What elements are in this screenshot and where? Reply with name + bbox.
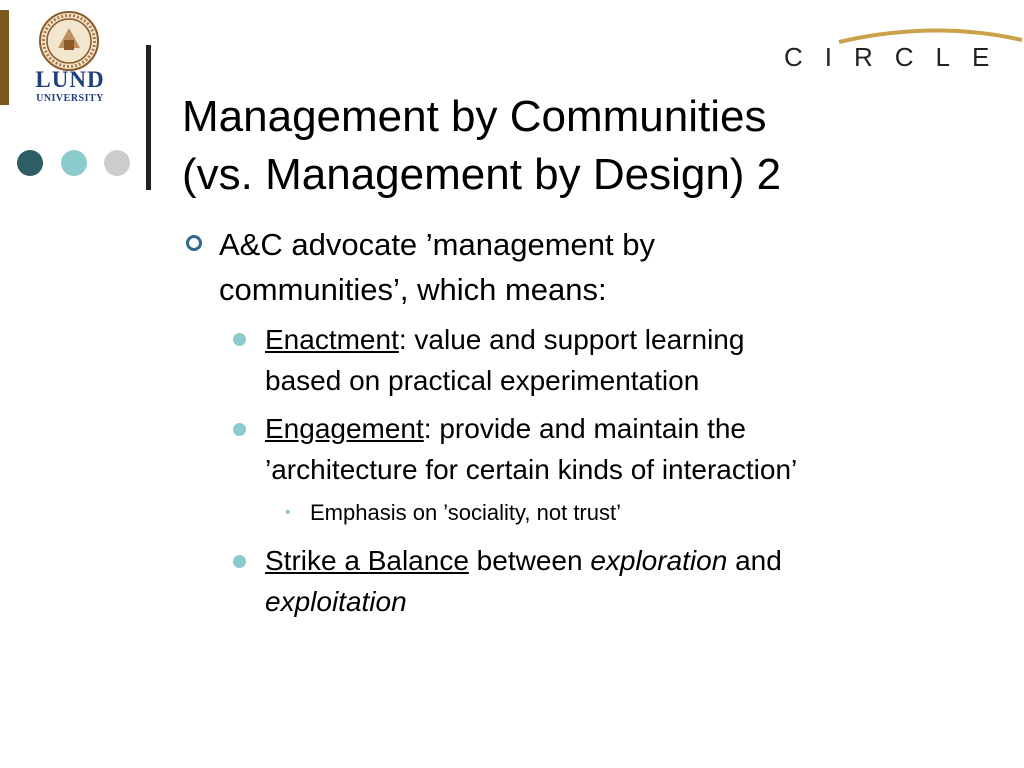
title-line-2: (vs. Management by Design) 2 [182, 150, 782, 199]
engagement-rest: : provide and maintain the [423, 413, 747, 444]
bullet-balance [265, 540, 965, 622]
balance-and: and [727, 545, 782, 576]
balance-line-1 [265, 540, 965, 581]
bullet-engagement [265, 408, 965, 490]
lund-wordmark: LUND [35, 67, 105, 92]
small-bullet-icon: • [285, 504, 291, 521]
bullet-main-text [219, 222, 819, 312]
enactment-rest: : value and support learning [398, 324, 745, 355]
engagement-term: Engagement [265, 413, 424, 444]
bullet-main-line-2: communities’, which means: [219, 272, 607, 307]
title-line-1: Management by Communities [182, 92, 767, 141]
bullet-emphasis: Emphasis on ’sociality, not trust’ [310, 500, 621, 525]
circle-wordmark: CIRCLE [784, 42, 1012, 72]
university-wordmark: UNIVERSITY [36, 93, 104, 104]
balance-between: between [468, 545, 591, 576]
dot-bullet-icon [233, 423, 246, 436]
bullet-main-line-1: A&C advocate ’management by [219, 227, 655, 262]
balance-term: Strike a Balance [265, 545, 469, 576]
balance-exploration: exploration [590, 545, 728, 576]
bullet-enactment [265, 319, 965, 401]
balance-exploitation: exploitation [265, 586, 407, 617]
dot-bullet-icon [233, 333, 246, 346]
enactment-line-1 [265, 319, 965, 360]
dot-bullet-icon [233, 555, 246, 568]
ring-bullet-icon [186, 235, 202, 251]
engagement-line-1 [265, 408, 965, 449]
enactment-line-2: based on practical experimentation [265, 365, 700, 396]
engagement-line-2: ’architecture for certain kinds of interaction’ [265, 454, 798, 485]
enactment-term: Enactment [265, 324, 399, 355]
